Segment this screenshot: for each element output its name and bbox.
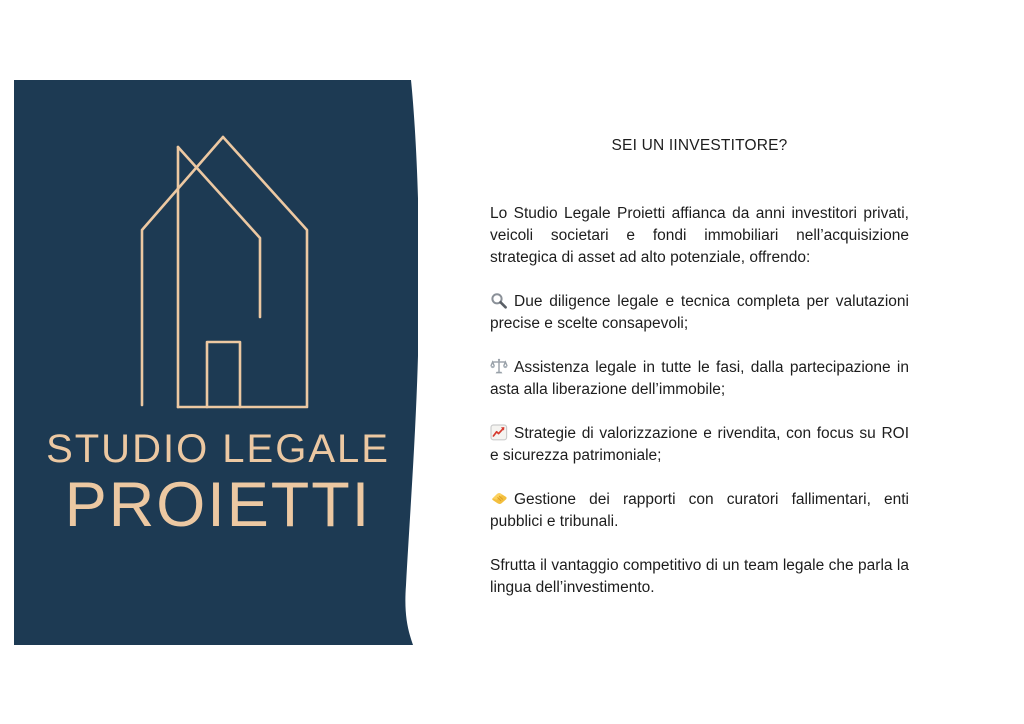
bullet-text: Strategie di valorizzazione e rivendita, con focus su ROI e sicurezza patrimoniale; xyxy=(490,425,909,464)
intro-paragraph xyxy=(490,203,909,269)
outro-paragraph xyxy=(490,555,909,599)
chart-increasing-icon xyxy=(490,424,508,441)
scales-icon xyxy=(490,358,508,375)
logo-line-studio-legale: STUDIO LEGALE xyxy=(46,427,390,471)
bullet-item-gestione xyxy=(490,489,909,533)
bullet-text: Assistenza legale in tutte le fasi, dalla partecipazione in asta alla liberazione dell’immobile; xyxy=(490,359,909,398)
handshake-icon xyxy=(490,490,508,507)
brand-panel xyxy=(14,80,418,645)
bullet-text: Gestione dei rapporti con curatori fallimentari, enti pubblici e tribunali. xyxy=(490,491,909,530)
content-column xyxy=(490,135,909,599)
page-title: SEI UN IINVESTITORE? xyxy=(611,137,788,154)
bullet-item-assistenza xyxy=(490,357,909,401)
magnifier-icon xyxy=(490,292,508,309)
bullet-item-due-diligence xyxy=(490,291,909,335)
logo-line-proietti: PROIETTI xyxy=(64,470,372,540)
bullet-text: Due diligence legale e tecnica completa per valutazioni precise e scelte consapevoli; xyxy=(490,293,909,332)
brand-panel-shape xyxy=(14,80,418,645)
outro-text: Sfrutta il vantaggio competitivo di un team legale che parla la lingua dell’investimento. xyxy=(490,557,909,596)
bullet-item-strategie xyxy=(490,423,909,467)
intro-text: Lo Studio Legale Proietti affianca da anni investitori privati, veicoli societari e fondi immobiliari nell’acquisizione strategica di asset ad alto potenziale, offrendo: xyxy=(490,205,909,266)
